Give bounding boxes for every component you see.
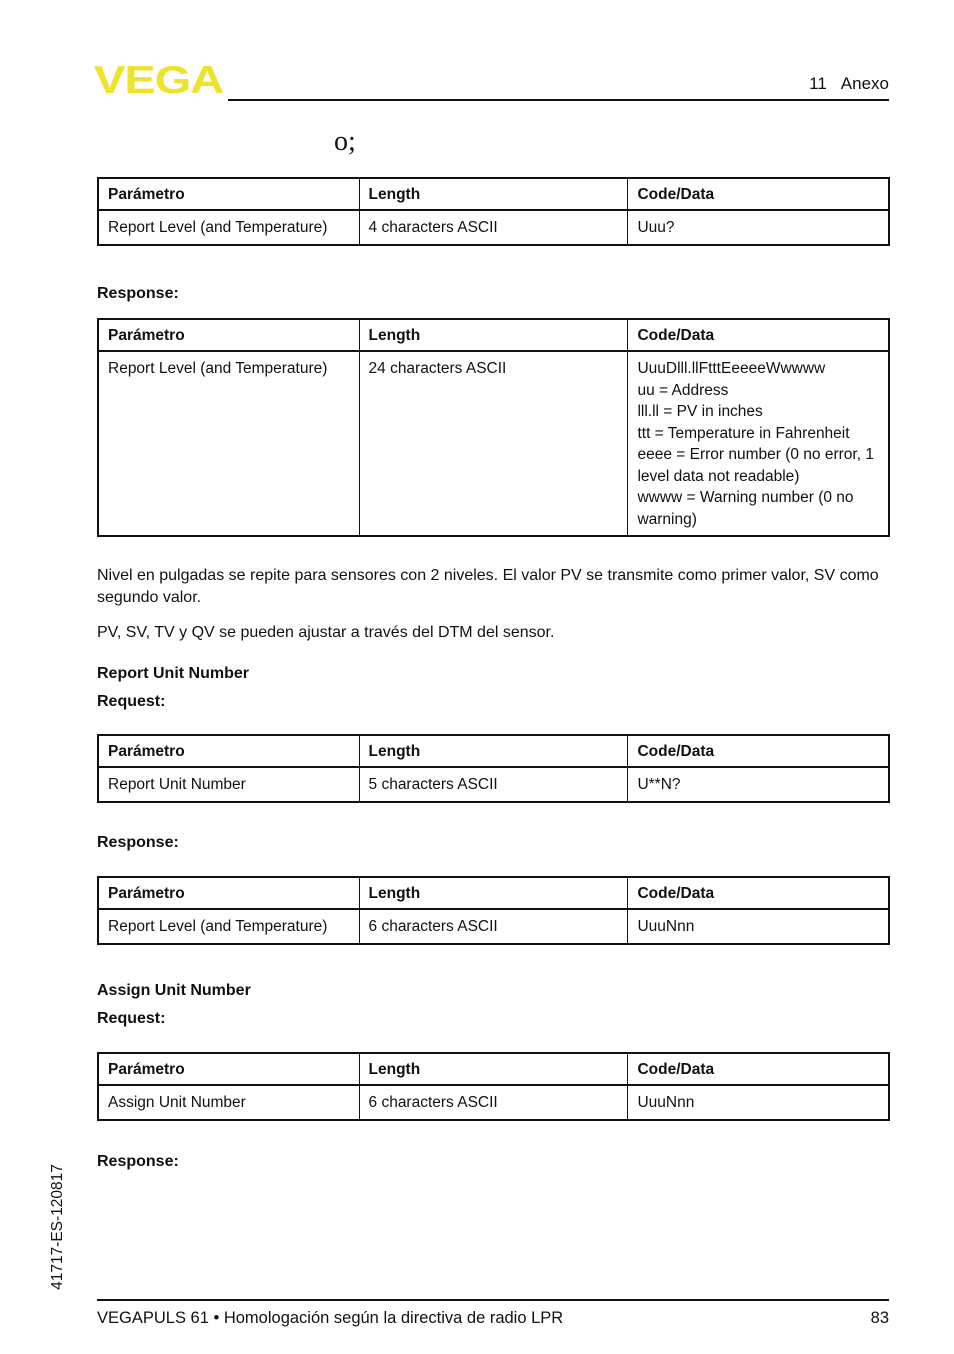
col-header-parametro: Parámetro — [98, 877, 359, 909]
table-header-row — [98, 178, 889, 210]
response-heading: Response: — [97, 285, 179, 302]
table-row — [98, 909, 889, 944]
code-line: wwww = Warning number (0 no warning) — [637, 489, 854, 528]
col-header-length: Length — [359, 877, 628, 909]
code-cell — [628, 351, 889, 536]
length-cell: 5 characters ASCII — [359, 767, 628, 802]
document-id-vertical: 41717-ES-120817 — [49, 1164, 66, 1290]
length-cell: 6 characters ASCII — [359, 1085, 628, 1120]
response-heading: Response: — [97, 1153, 179, 1170]
code-line: UuuNnn — [637, 918, 695, 935]
col-header-length: Length — [359, 1053, 628, 1085]
col-header-code-data: Code/Data — [628, 1053, 889, 1085]
header-divider-line — [228, 99, 889, 101]
footer-page-number: 83 — [870, 1309, 889, 1327]
code-line: UuuDlll.llFtttEeeeeWwwww — [637, 360, 826, 377]
code-cell — [628, 909, 889, 944]
col-header-length: Length — [359, 319, 628, 351]
col-header-code-data: Code/Data — [628, 319, 889, 351]
table-row — [98, 210, 889, 245]
table-row — [98, 1085, 889, 1120]
section-heading-report-unit-number: Report Unit Number — [97, 665, 249, 682]
code-line: eeee = Error number (0 no error, 1 level data not readable) — [637, 446, 874, 485]
response-report-unit-table — [97, 876, 890, 945]
code-cell — [628, 210, 889, 245]
code-line: ttt = Temperature in Fahrenheit — [637, 424, 850, 442]
code-line: uu = Address — [637, 381, 729, 399]
footer-divider-line — [97, 1299, 889, 1301]
body-paragraph: Nivel en pulgadas se repite para sensores con 2 niveles. El valor PV se transmite como primer valor, SV como segundo valor. — [97, 567, 879, 606]
param-cell: Report Level (and Temperature) — [98, 210, 359, 245]
table-row — [98, 351, 889, 536]
param-cell: Report Unit Number — [98, 767, 359, 802]
length-cell: 4 characters ASCII — [359, 210, 628, 245]
code-line: U**N? — [637, 776, 681, 793]
request-report-unit-table — [97, 734, 890, 803]
param-cell: Report Level (and Temperature) — [98, 909, 359, 944]
request-assign-unit-table — [97, 1052, 890, 1121]
col-header-code-data: Code/Data — [628, 877, 889, 909]
col-header-code-data: Code/Data — [628, 178, 889, 210]
request-heading: Request: — [97, 693, 166, 710]
vega-logo: VEGA — [94, 57, 224, 101]
code-line: UuuNnn — [637, 1094, 695, 1111]
table-header-row — [98, 1053, 889, 1085]
response-heading: Response: — [97, 834, 179, 851]
request-heading: Request: — [97, 1010, 166, 1027]
chapter-header — [809, 74, 889, 94]
col-header-parametro: Parámetro — [98, 735, 359, 767]
code-line: Uuu? — [637, 219, 675, 236]
table-header-row — [98, 877, 889, 909]
body-paragraph: PV, SV, TV y QV se pueden ajustar a través del DTM del sensor. — [97, 624, 555, 641]
code-cell — [628, 767, 889, 802]
text-fragment: o; — [334, 126, 356, 157]
code-cell — [628, 1085, 889, 1120]
table-row — [98, 767, 889, 802]
chapter-title: Anexo — [840, 74, 889, 93]
table-header-row — [98, 735, 889, 767]
section-heading-assign-unit-number: Assign Unit Number — [97, 982, 251, 999]
col-header-length: Length — [359, 735, 628, 767]
length-cell: 24 characters ASCII — [359, 351, 628, 536]
col-header-parametro: Parámetro — [98, 319, 359, 351]
col-header-length: Length — [359, 178, 628, 210]
length-cell: 6 characters ASCII — [359, 909, 628, 944]
chapter-number: 11 — [809, 74, 827, 93]
footer-document-title: VEGAPULS 61 • Homologación según la directiva de radio LPR — [97, 1309, 564, 1327]
response-report-level-table — [97, 318, 890, 537]
param-cell: Assign Unit Number — [98, 1085, 359, 1120]
param-cell: Report Level (and Temperature) — [98, 351, 359, 536]
col-header-code-data: Code/Data — [628, 735, 889, 767]
footer — [97, 1308, 889, 1329]
col-header-parametro: Parámetro — [98, 1053, 359, 1085]
col-header-parametro: Parámetro — [98, 178, 359, 210]
code-line: lll.ll = PV in inches — [637, 403, 763, 420]
table-header-row — [98, 319, 889, 351]
request-report-level-table — [97, 177, 890, 246]
